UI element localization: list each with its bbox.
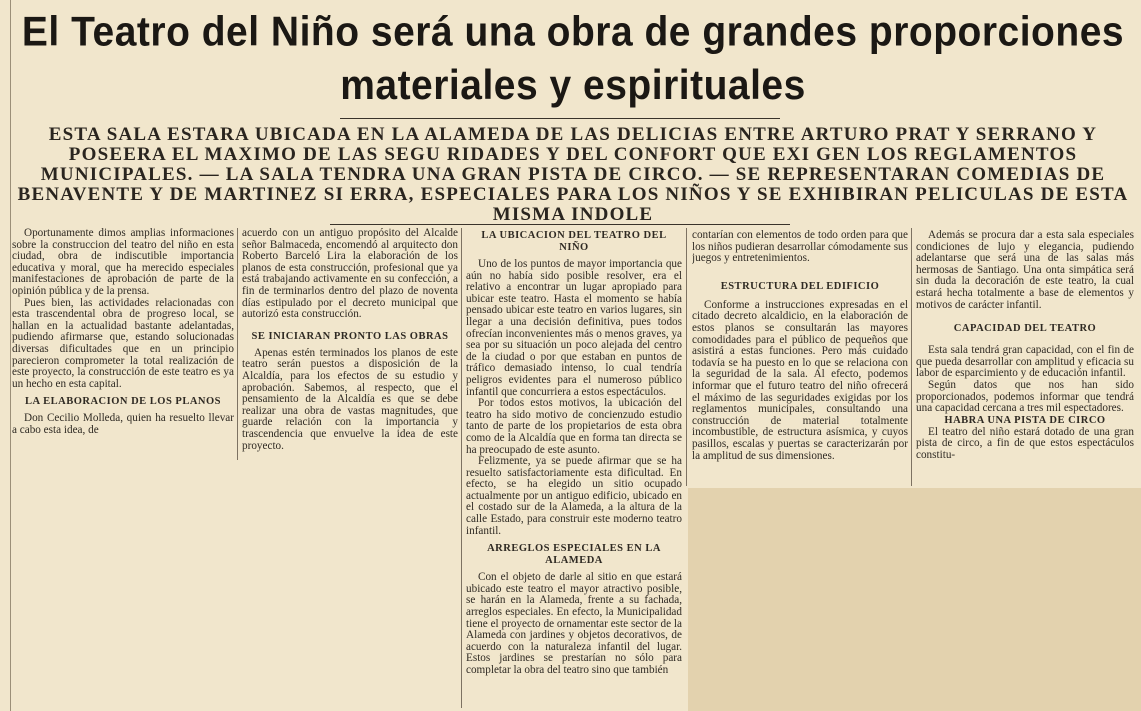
- paragraph: El teatro del niño estará dotado de una gran pista de circo, a fin de que estos espectáculos constitu-: [916, 425, 1134, 461]
- section-heading: ARREGLOS ESPECIALES EN LA ALAMEDA: [487, 543, 661, 567]
- paragraph: Conforme a instrucciones expresadas en el citado decreto alcaldicio, en la elaboración de estos planos se consultarán las mayores comodidades para el público de pequeños que asistirá a estas funciones. Pero más cuidado todavía se ha puesto en lo que se relaciona con la seguridad de la sala. Al efecto, podemos informar que el futuro teatro del niño ofrecerá el máximo de las seguridades exigidas por los reglamentos municipales, consultando una construcción de material totalmente incombustible, de estructura asísmica, y cuyos pasillos, escalas y puertas se caracterizarán por la amplitud de sus dimensiones.: [692, 298, 908, 462]
- section-heading: LA ELABORACION DE LOS PLANOS: [24, 396, 222, 408]
- paragraph: Don Cecilio Molleda, quien ha resuelto llevar a cabo esta idea, de: [12, 412, 234, 436]
- column-divider: [237, 228, 238, 460]
- section-heading: CAPACIDAD DEL TEATRO: [953, 323, 1097, 335]
- subheadline: ESTA SALA ESTARA UBICADA EN LA ALAMEDA DE LAS DELICIAS ENTRE ARTURO PRAT Y SERRANO Y POSEERA EL MAXIMO DE LAS SEGU RIDADES Y DEL CONFORT QUE EXI GEN LOS REGLAMENTOS MUNICIPALES. — LA SALA TENDRA UNA GRAN PISTA DE CIRCO. — SE REPRESENTARAN COMEDIAS DE BENAVENTE Y DE MARTINEZ SI ERRA, ESPECIALES PARA LOS NIÑOS Y SE EXHIBIRAN PELICULAS DE ESTA MISMA INDOLE: [17, 124, 1129, 225]
- paragraph: contarían con elementos de todo orden para que los niños pudieran desarrollar cómodamente sus juegos y entretenimientos.: [692, 230, 908, 265]
- paragraph: Según datos que nos han sido proporcionados, podemos informar que tendrá una capacidad cercana a tres mil espectadores.: [916, 378, 1134, 415]
- column-divider: [911, 228, 912, 486]
- article-column-4: [692, 230, 908, 484]
- section-heading: LA UBICACION DEL TEATRO DEL NIÑO: [481, 230, 667, 253]
- paragraph: acuerdo con un antiguo propósito del Alcalde señor Balmaceda, encomendó al arquitecto don Roberto Barceló Lira la elaboración de los planos de esta construcción, profesional que ya está trabajando activamente en su confección, a fin de terminarlos dentro del plazo de noventa días estipulado por el decreto municipal que autorizó esta construcción.: [242, 228, 458, 321]
- section-heading: SE INICIARAN PRONTO LAS OBRAS: [251, 330, 449, 342]
- article-column-2: [242, 228, 458, 460]
- subheadline-rule: [330, 224, 790, 225]
- paragraph: Con el objeto de darle al sitio en que estará ubicado este teatro el mayor atractivo posible, se harán en la Alameda, frente a su fachada, arreglos especiales. En efecto, la Municipalidad tiene el proyecto de ornamentar este sector de la Alameda con jardines y objetos decorativos, de acuerdo con la naturaleza infantil del lugar. Estos jardines se prestarían no sólo para completar la obra del teatro sino que también: [466, 571, 682, 676]
- paragraph: Además se procura dar a esta sala especiales condiciones de lujo y elegancia, pudiendo adelantarse que será una de las salas más hermosas de Santiago. Una onta simpática será sin duda la decoración de este teatro, la cual estará hecha totalmente a base de elementos y motivos de carácter infantil.: [916, 230, 1134, 311]
- headline: El Teatro del Niño será una obra de grandes proporciones materiales y espirituales: [21, 9, 1125, 109]
- paragraph: Esta sala tendrá gran capacidad, con el fin de que pueda desarrollar con amplitud y eficacia su labor de esparcimiento y de educación infantil.: [916, 344, 1134, 380]
- paragraph: Por todos estos motivos, la ubicación del teatro ha sido motivo de concienzudo estudio tanto de parte de los propietarios de esta obra como de la Alcaldía que en forma tan directa se ha preocupado de este asunto.: [466, 397, 682, 456]
- section-heading: ESTRUCTURA DEL EDIFICIO: [720, 280, 880, 292]
- paragraph: Uno de los puntos de mayor importancia que aún no había sido posible resolver, era el relativo a encontrar un lugar apropiado para ubicar este teatro. Hasta el momento se había pensado ubicar este teatro en varios lugares, sin llegar a una decisión definitiva, pues todos ofrecían inconvenientes más o menos graves, ya sea por su situación un poco alejada del centro de la ciudad o por que estaban en puntos de tráfico demasiado intenso, lo cual tendría peligros evidentes para el numeroso público infantil que concurriera a estos espectáculos.: [466, 258, 682, 398]
- column-divider: [461, 228, 462, 708]
- paragraph: Pues bien, las actividades relacionadas con esta trascendental obra de progreso local, se hallan en la actualidad bastante adelantadas, pudiendo afirmarse que, estando solucionadas diversas dificultades que en un principio parecieron comprometer la total realización de este proyecto, la construcción de este teatro es ya un hecho en esta capital.: [12, 296, 234, 390]
- column-divider: [686, 228, 687, 486]
- paragraph: Felizmente, ya se puede afirmar que se ha resuelto satisfactoriamente esta dificultad. En efecto, se ha elegido un sitio ocupado actualmente por un antiguo edificio, ubicado en el costado sur de la Alameda, a la altura de la calle Estado, para construir este moderno teatro infantil.: [466, 455, 682, 537]
- article-column-1: [12, 228, 234, 458]
- headline-rule: [340, 118, 780, 119]
- article-column-3: [466, 230, 682, 708]
- paragraph: Oportunamente dimos amplias informaciones sobre la construccion del teatro del niño en esta ciudad, obra de indiscutible importancia educativa y moral, que ha merecido especiales manifestaciones de aprobación de parte de la opinión pública y de la prensa.: [12, 228, 234, 297]
- paragraph: Apenas estén terminados los planos de este teatro serán puestos a disposición de la Alcaldía, para los efectos de su estudio y aprobación. Sabemos, al respecto, que el pensamiento de la Alcaldía es que se debe realizar una obra de vastas magnitudes, que guarde relación con la importancia y trascendencia que envuelve la idea de este proyecto.: [242, 346, 458, 452]
- section-heading: HABRA UNA PISTA DE CIRCO: [944, 414, 1106, 426]
- left-gutter-column-edge: [0, 0, 11, 711]
- article-column-5: [916, 230, 1134, 486]
- blank-paper-area: [688, 488, 1141, 711]
